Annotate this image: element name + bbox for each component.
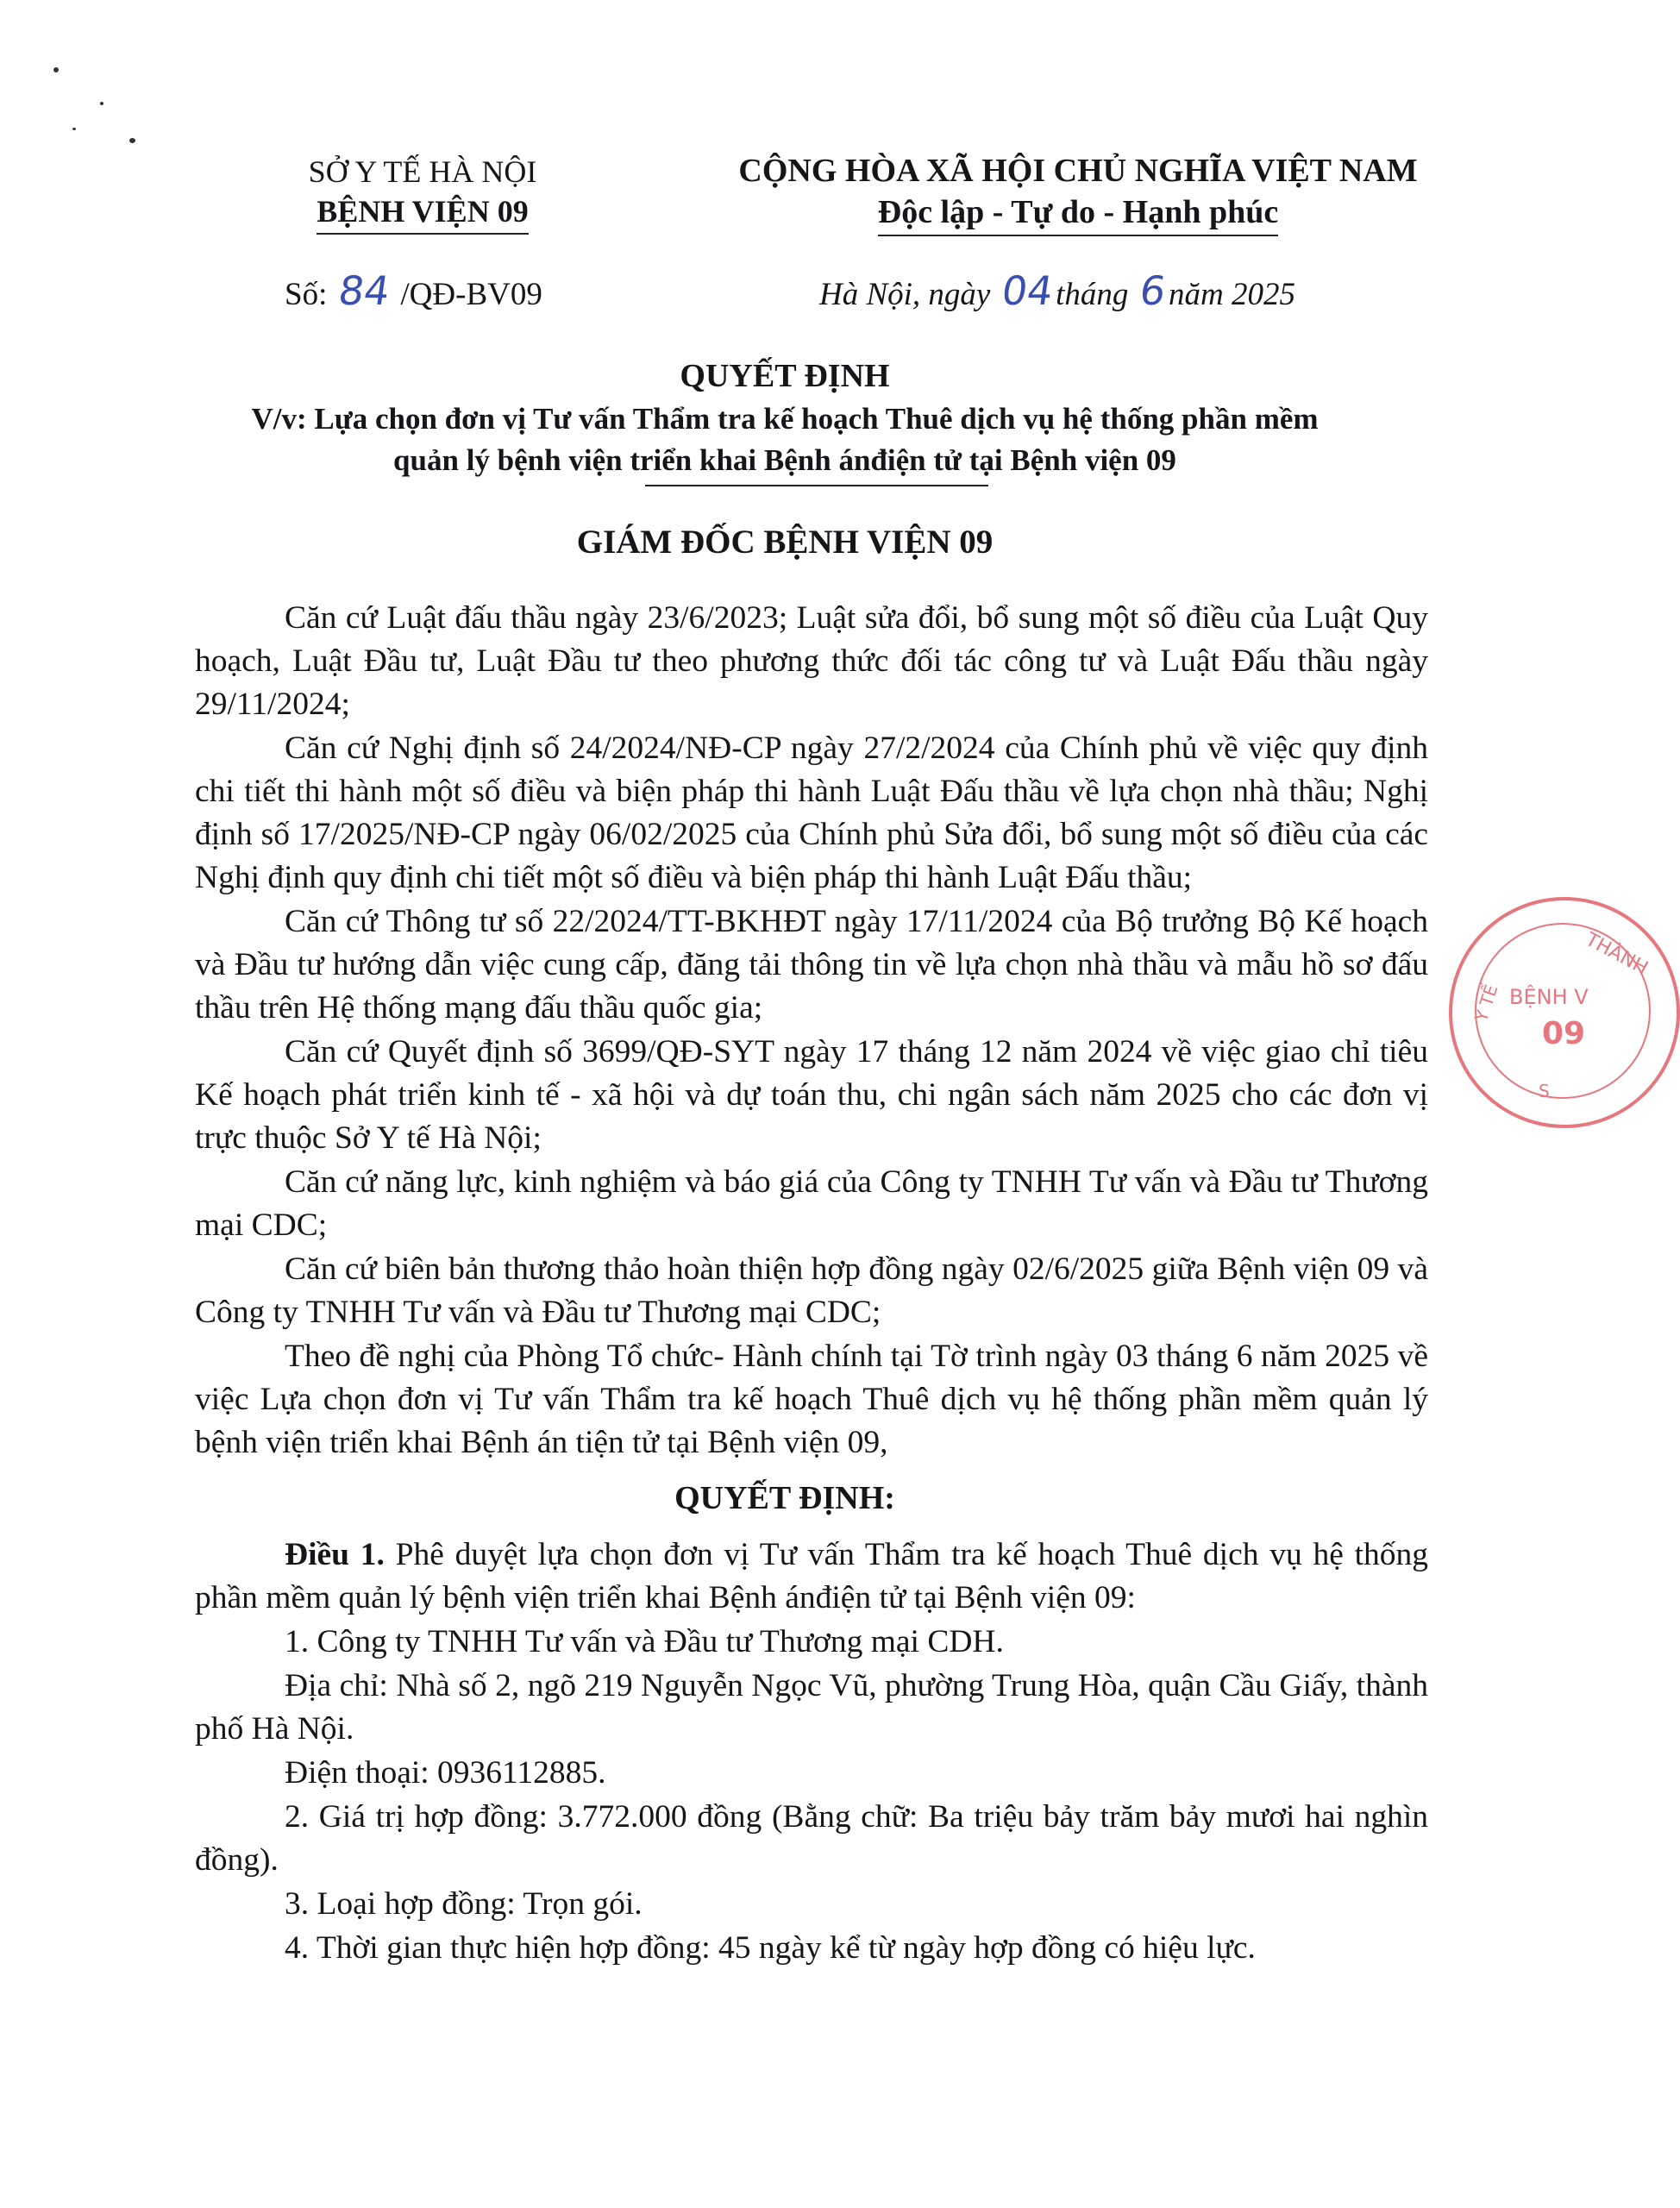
issuing-organization bbox=[259, 152, 586, 235]
doc-number-handwritten: 84 bbox=[335, 267, 392, 314]
doc-number-suffix: /QĐ-BV09 bbox=[400, 277, 542, 312]
decision-heading: QUYẾT ĐỊNH: bbox=[674, 1480, 895, 1516]
date-month-label: tháng bbox=[1056, 277, 1129, 312]
seal-lettering bbox=[1449, 897, 1673, 1121]
organization-name: BỆNH VIỆN 09 bbox=[317, 191, 528, 235]
parent-organization: SỞ Y TẾ HÀ NỘI bbox=[308, 154, 537, 189]
contract-value: 2. Giá trị hợp đồng: 3.772.000 đồng (Bằng chữ: Ba triệu bảy trăm bảy mươi hai nghìn đồng). bbox=[195, 1799, 1428, 1878]
scan-speck bbox=[129, 138, 135, 143]
subject-line-2: quản lý bệnh viện triển khai Bệnh ánđiện tử tại Bệnh viện 09 bbox=[393, 443, 1176, 477]
svg-text:Y TẾ: Y TẾ bbox=[1470, 982, 1502, 1025]
national-header bbox=[699, 150, 1457, 236]
document-number bbox=[285, 267, 542, 314]
subject-underline bbox=[645, 485, 988, 486]
date-place: Hà Nội, ngày bbox=[819, 277, 991, 312]
article-item-company: 1. Công ty TNHH Tư vấn và Đầu tư Thương mại CDH. bbox=[285, 1624, 1004, 1659]
official-seal-stamp bbox=[1449, 897, 1680, 1128]
preamble-paragraph: Căn cứ năng lực, kinh nghiệm và báo giá của Công ty TNHH Tư vấn và Đầu tư Thương mại CDC; bbox=[195, 1164, 1428, 1243]
decision-articles bbox=[195, 1534, 1428, 1971]
subject-line-1: V/v: Lựa chọn đơn vị Tư vấn Thẩm tra kế hoạch Thuê dịch vụ hệ thống phần mềm bbox=[251, 402, 1319, 436]
document-subject bbox=[155, 398, 1414, 481]
contract-type: 3. Loại hợp đồng: Trọn gói. bbox=[285, 1886, 643, 1922]
preamble-paragraph: Căn cứ Quyết định số 3699/QĐ-SYT ngày 17 tháng 12 năm 2024 về việc giao chỉ tiêu Kế hoạch phát triển kinh tế - xã hội và dự toán thu, chi ngân sách năm 2025 cho các đơn vị trực thuộc Sở Y tế Hà Nội; bbox=[195, 1034, 1428, 1156]
company-address: Địa chỉ: Nhà số 2, ngõ 219 Nguyễn Ngọc Vũ, phường Trung Hòa, quận Cầu Giấy, thành phố Hà Nội. bbox=[195, 1668, 1428, 1747]
company-phone: Điện thoại: 0936112885. bbox=[285, 1755, 606, 1791]
doc-number-label: Số: bbox=[285, 277, 328, 312]
svg-text:09: 09 bbox=[1542, 1016, 1586, 1051]
national-motto: Độc lập - Tự do - Hạnh phúc bbox=[878, 191, 1279, 236]
country-name: CỘNG HÒA XÃ HỘI CHỦ NGHĨA VIỆT NAM bbox=[738, 153, 1418, 189]
article-1 bbox=[195, 1534, 1428, 1620]
preamble-paragraph: Căn cứ Nghị định số 24/2024/NĐ-CP ngày 27/2/2024 của Chính phủ về việc quy định chi tiết thi hành một số điều và biện pháp thi hành Luật Đấu thầu về lựa chọn nhà thầu; Nghị định số 17/2025/NĐ-CP ngày 06/02/2025 của Chính phủ Sửa đổi, bổ sung một số điều của các Nghị định quy định chi tiết một số điều và biện pháp thi hành Luật Đấu thầu; bbox=[195, 731, 1428, 895]
contract-duration: 4. Thời gian thực hiện hợp đồng: 45 ngày kể từ ngày hợp đồng có hiệu lực. bbox=[285, 1930, 1256, 1966]
date-year-label: năm 2025 bbox=[1168, 277, 1295, 312]
preamble-paragraph: Căn cứ biên bản thương thảo hoàn thiện hợp đồng ngày 02/6/2025 giữa Bệnh viện 09 và Công ty TNHH Tư vấn và Đầu tư Thương mại CDC; bbox=[195, 1251, 1428, 1330]
svg-text:BỆNH V: BỆNH V bbox=[1509, 985, 1589, 1009]
article-1-text: Phê duyệt lựa chọn đơn vị Tư vấn Thẩm tra kế hoạch Thuê dịch vụ hệ thống phần mềm quản lý bệnh viện triển khai Bệnh ánđiện tử tại Bệnh viện 09: bbox=[195, 1537, 1429, 1615]
scan-speck bbox=[53, 67, 59, 72]
date-day-handwritten: 04 bbox=[998, 267, 1056, 314]
preamble-paragraph: Căn cứ Thông tư số 22/2024/TT-BKHĐT ngày 17/11/2024 của Bộ trưởng Bộ Kế hoạch và Đầu tư hướng dẫn việc cung cấp, đăng tải thông tin về lựa chọn nhà thầu và mẫu hồ sơ đấu thầu trên Hệ thống mạng đấu thầu quốc gia; bbox=[195, 904, 1428, 1026]
svg-text:THÀNH: THÀNH bbox=[1582, 928, 1652, 980]
preamble bbox=[195, 597, 1428, 1465]
document-date bbox=[819, 267, 1295, 314]
svg-text:S: S bbox=[1539, 1081, 1550, 1101]
issuing-authority: GIÁM ĐỐC BỆNH VIỆN 09 bbox=[576, 524, 994, 561]
scan-speck bbox=[72, 128, 76, 130]
preamble-paragraph: Theo đề nghị của Phòng Tổ chức- Hành chính tại Tờ trình ngày 03 tháng 6 năm 2025 về việc Lựa chọn đơn vị Tư vấn Thẩm tra kế hoạch Thuê dịch vụ hệ thống phần mềm quản lý bệnh viện triển khai Bệnh án tiện tử tại Bệnh viện 09, bbox=[195, 1339, 1428, 1460]
document-title: QUYẾT ĐỊNH bbox=[680, 358, 890, 394]
article-1-label: Điều 1. bbox=[285, 1537, 385, 1572]
scan-speck bbox=[100, 102, 103, 105]
date-month-handwritten: 6 bbox=[1136, 267, 1169, 314]
preamble-paragraph: Căn cứ Luật đấu thầu ngày 23/6/2023; Luật sửa đổi, bổ sung một số điều của Luật Quy hoạch, Luật Đầu tư, Luật Đầu tư theo phương thức đối tác công tư và Luật Đấu thầu ngày 29/11/2024; bbox=[195, 600, 1428, 722]
